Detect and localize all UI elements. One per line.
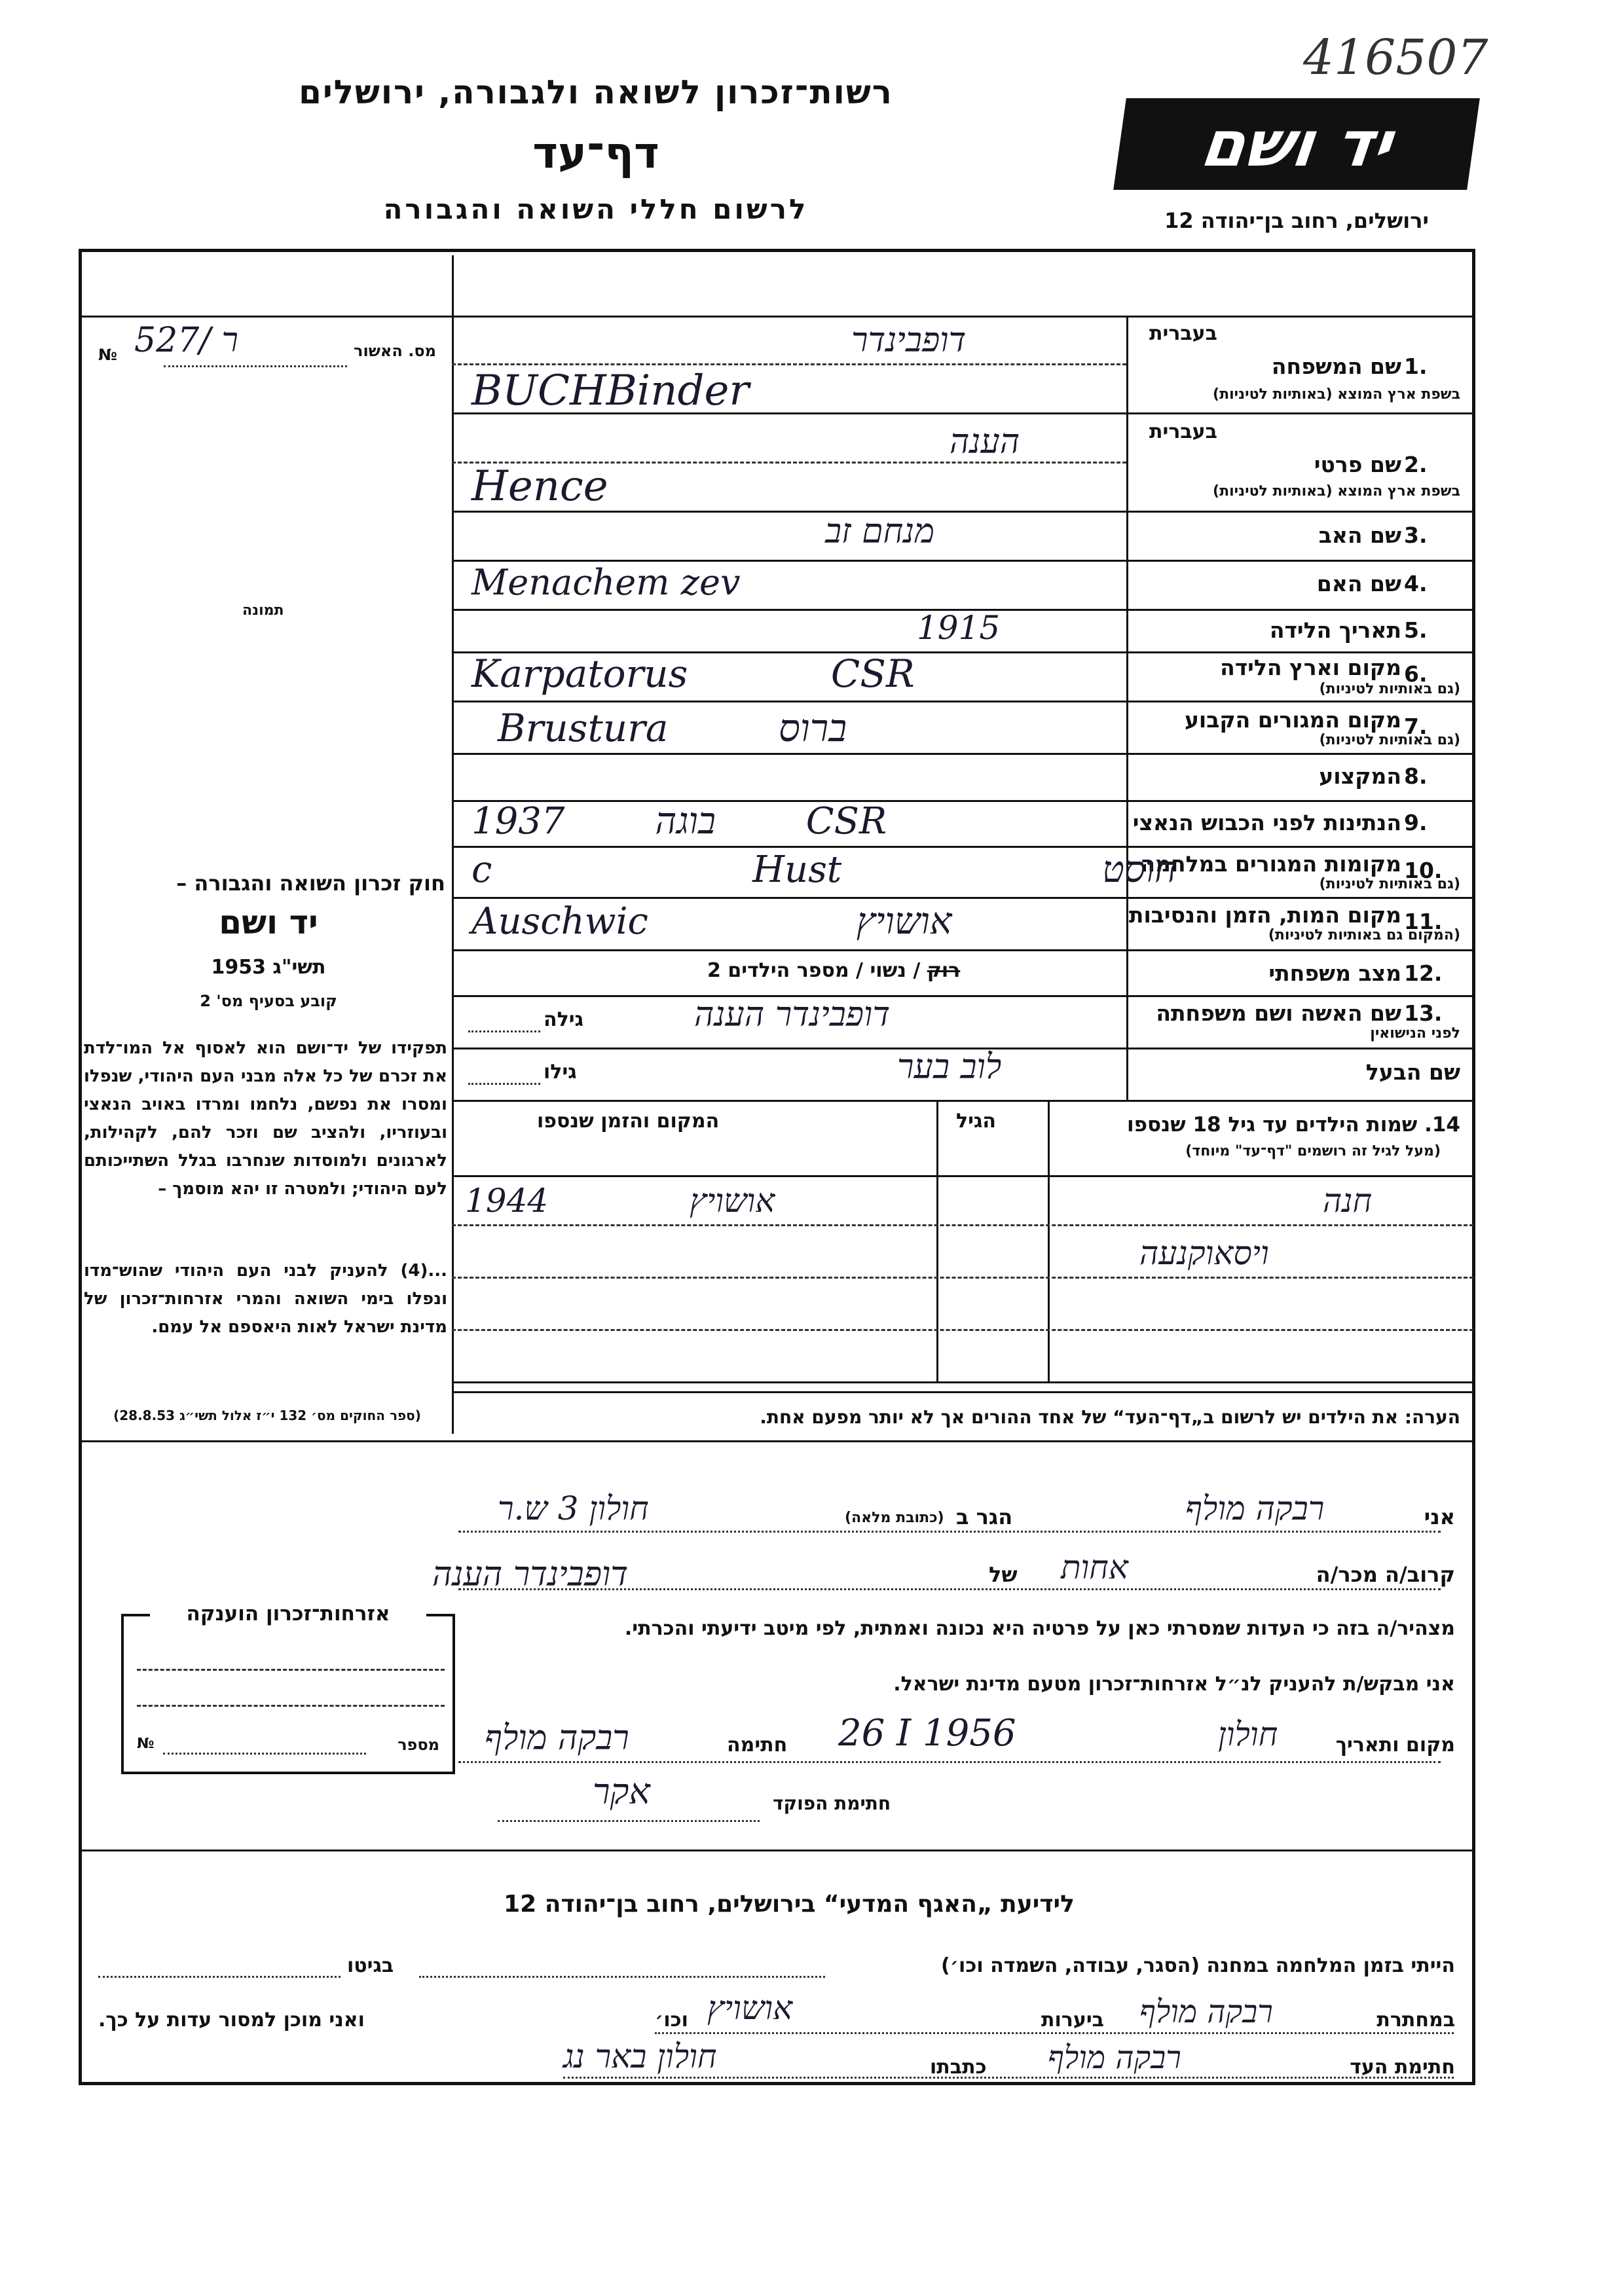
law-title-1: חוק זכרון השואה והגבורה – <box>176 871 445 896</box>
decl-address: חולון 3 ש.ר <box>498 1489 649 1527</box>
bottom-camp-label: הייתי בזמן המלחמה במחנה (הסגר, עבודה, השמדה וכו׳) <box>941 1954 1455 1977</box>
field-10-num: 10. <box>1404 858 1443 883</box>
husband-age-label: גילו <box>544 1061 577 1084</box>
citizenship-title: אזרחות־זכרון הוענקה <box>150 1602 426 1626</box>
bottom-ghetto-label: בגיטו <box>347 1954 394 1977</box>
field-8-num: 8. <box>1404 763 1428 789</box>
field-10-value: c Hust חוסט <box>471 848 1177 891</box>
field-7-label: מקום המגורים הקבוע <box>1184 707 1401 733</box>
photo-label: תמונה <box>242 602 284 619</box>
child-1-place: 1944 אושויץ <box>465 1182 775 1220</box>
bottom-underground-label: במחתרת <box>1376 2009 1455 2032</box>
logo-text: יד ושם <box>1196 107 1397 181</box>
field-2-value-hebrew: הענה <box>950 422 1020 462</box>
child-2-name: ויסאוקנעה <box>1139 1234 1269 1272</box>
approval-label: מס. האשור <box>354 342 436 360</box>
bottom-etc-label: וכו׳ <box>655 2009 688 2032</box>
field-7-num: 7. <box>1404 714 1428 739</box>
field-1-value-hebrew: דופבינדר <box>851 321 967 360</box>
field-12-num: 12. <box>1404 960 1443 986</box>
field-9-label: הנתינות לפני הכבוש הנאצי <box>1132 810 1401 835</box>
field-13-sub: לפני הנישואין <box>1370 1025 1460 1042</box>
field-11-num: 11. <box>1404 909 1443 934</box>
field-4-num: 4. <box>1404 571 1428 596</box>
decl-statement: מצהיר/ה בזה כי העדות שמסרתי כאן על פרטיה היא נכונה ואמתית, לפי מיטב ידיעתי והכרתי. <box>624 1617 1455 1640</box>
field-10-label: מקומות המגורים במלחמה <box>1140 851 1401 877</box>
child-1-name: חנה <box>1323 1182 1373 1220</box>
law-title-2: יד ושם <box>219 903 318 941</box>
field-1-side: בעברית <box>1149 322 1217 345</box>
bottom-address-label: כתבתו <box>930 2056 987 2079</box>
field-10-sub: (גם באותיות לטיניות) <box>1319 876 1460 892</box>
header-address: ירושלים, רחוב בן־יהודה 12 <box>1164 208 1429 233</box>
bottom-forests-value: אושויץ <box>707 1989 793 2027</box>
field-11-sub: (המקום גם באותיות לטיניות) <box>1268 927 1460 943</box>
field-13-label: שם האשה ושם משפחתה <box>1156 1000 1401 1026</box>
approval-no-mark: № <box>98 346 117 364</box>
law-citation: (ספר החוקים מס׳ 132 י״ז אלול תשי״ג 28.8.53) <box>113 1408 421 1423</box>
decl-signature: רבקה מולף <box>485 1719 629 1758</box>
field-2-side: בעברית <box>1149 420 1217 443</box>
decl-name: רבקה מולף <box>1185 1489 1325 1527</box>
decl-of-name: דופבינדר הענה <box>432 1555 629 1594</box>
field-2-num: 2. <box>1404 452 1428 477</box>
decl-of: של <box>989 1562 1018 1587</box>
field-12-value: רוק / נשוי / מספר הילדים 2 <box>707 959 961 982</box>
field-13-num: 13. <box>1404 1000 1443 1026</box>
children-num: 14. <box>1424 1113 1460 1137</box>
yad-vashem-logo <box>1113 98 1480 190</box>
bottom-testify-label: ואני מוכן למסור עדות על כך. <box>98 2009 365 2032</box>
field-1-value-latin: BUCHBinder <box>471 367 749 415</box>
clerk-signature: אקר <box>593 1771 650 1812</box>
decl-full-address: (כתובת מלאה) <box>845 1510 944 1526</box>
field-9-num: 9. <box>1404 810 1428 835</box>
field-11-value: Auschwic אושויץ <box>471 900 952 943</box>
field-5-value: 1915 <box>917 609 1001 647</box>
field-13-age-label: גילה <box>544 1008 583 1031</box>
field-3-value: מנחם זב <box>825 512 935 551</box>
field-7-value: Brustura ברוס <box>498 706 847 750</box>
approval-number-handwritten: 527/ ר <box>134 321 238 360</box>
law-year: תשי"ג 1953 <box>211 956 326 979</box>
citizenship-no-mark: № <box>137 1736 155 1752</box>
husband-label: שם הבעל <box>1365 1059 1460 1085</box>
bottom-title: לידיעת „האגף המדעי“ בירושלים, רחוב בן־יהודה 12 <box>504 1891 1075 1918</box>
children-label-text: שמות הילדים עד גיל 18 שנספו <box>1127 1113 1418 1137</box>
field-4-value: Menachem zev <box>471 562 741 603</box>
decl-request: אני מבקש/ת להעניק לנ״ל אזרחות־זכרון מטעם מדינת ישראל. <box>893 1673 1455 1696</box>
form-subtitle: לרשום חללי השואה והגבורה <box>383 193 809 225</box>
field-2-sub: בשפת ארץ המוצא (באותיות לטיניות) <box>1213 483 1460 500</box>
citizenship-box <box>121 1602 455 1774</box>
decl-resident: הגר ב <box>956 1504 1013 1529</box>
field-7-sub: (גם באותיות לטיניות) <box>1319 732 1460 748</box>
field-2-label-text: שם פרטי <box>1314 452 1401 477</box>
field-8-label: המקצוע <box>1319 763 1401 789</box>
form-title: דף־עד <box>532 128 659 178</box>
decl-signature-label: חתימה <box>727 1734 788 1757</box>
decl-place-date: מקום ותאריך <box>1335 1734 1455 1757</box>
bottom-witness-value: רבקה מולף <box>1048 2039 1181 2076</box>
field-4-label: שם האם <box>1316 571 1401 596</box>
bottom-address-value: חולון באר נג <box>563 2037 717 2075</box>
archive-number: 416507 <box>1303 29 1488 86</box>
field-1-label <box>1120 354 1401 379</box>
decl-date: 26 I 1956 <box>838 1712 1016 1755</box>
law-clause: קובע בסעיף מס' 2 <box>200 992 337 1010</box>
decl-ani: אני <box>1424 1504 1455 1529</box>
field-2-value-latin: Hence <box>471 462 608 511</box>
bottom-forests-label: ביערות <box>1041 2009 1104 2032</box>
field-5-num: 5. <box>1404 617 1428 643</box>
children-label <box>1127 1113 1460 1137</box>
law-body: תפקידו של יד־ושם הוא לאסוף אל המו־לדת את זכרם של כל אלה מבני העם היהודי, שנפלו ומסרו את נפשם, נלחמו ומרדו באויב הנאצי ובעוזריו, ולהציב שם וזכר להם, לקהילות, לארגונים ולמוסדות שנחרבו בגלל השתייכותם לעם היהודי; ולמטרה זו יהא מוסמך – <box>84 1038 447 1199</box>
husband-value: לוב בער <box>897 1048 1002 1087</box>
children-sub: (מעל לגיל זה רושמים "דף־עד" מיוחד) <box>1185 1143 1441 1159</box>
field-13-value: דופבינדר הענה <box>694 995 891 1034</box>
field-6-label: מקום וארץ הלידה <box>1220 655 1401 680</box>
field-1-sub: בשפת ארץ המוצא (באותיות לטיניות) <box>1213 386 1460 403</box>
field-1-num: 1. <box>1404 354 1428 379</box>
bottom-witness-label: חתימת העד <box>1350 2056 1455 2079</box>
citizenship-number-label: מספר <box>397 1736 439 1754</box>
field-12-text: נשוי / מספר הילדים 2 <box>707 959 906 982</box>
decl-relative: קרוב/ה מכר/ה <box>1316 1562 1455 1587</box>
field-11-label: מקום המות, הזמן והנסיבות <box>1128 902 1401 928</box>
children-col-place: המקום והזמן שנספו <box>537 1110 720 1133</box>
field-6-sub: (גם באותיות לטיניות) <box>1319 681 1460 697</box>
field-12-strike: רוק <box>927 959 961 982</box>
field-6-value: Karpatorus CSR <box>471 651 915 696</box>
field-6-num: 6. <box>1404 661 1428 687</box>
field-3-num: 3. <box>1404 522 1428 548</box>
field-1-label-text: שם המשפחה <box>1271 354 1401 379</box>
field-3-label: שם האב <box>1318 522 1401 548</box>
authority-title: רשות־זכרון לשואה ולגבורה, ירושלים <box>299 73 893 111</box>
field-5-label: תאריך הלידה <box>1269 617 1401 643</box>
children-col-age: הגיל <box>956 1110 996 1133</box>
law-body-2: ...(4) להעניק לבני העם היהודי שהוש־מדו ונפלו בימי השואה והמרי אזרחות־זכרון של מדינת ישראל לאות היאספם אל עמם. <box>84 1261 447 1337</box>
field-12-label: מצב משפחתי <box>1268 960 1401 986</box>
children-note: הערה: את הילדים יש לרשום ב„דף־העד“ של אחד ההורים אך לא יותר מפעם אחת. <box>760 1406 1460 1428</box>
clerk-signature-label: חתימת הפוקד <box>773 1793 891 1814</box>
decl-relation: אחות <box>1061 1548 1128 1586</box>
field-9-value: בוגה 1937 CSR <box>471 800 887 843</box>
field-2-label <box>1120 452 1401 477</box>
bottom-underground-value: רבקה מולף <box>1139 1994 1273 2030</box>
decl-place: חולון <box>1218 1715 1278 1753</box>
